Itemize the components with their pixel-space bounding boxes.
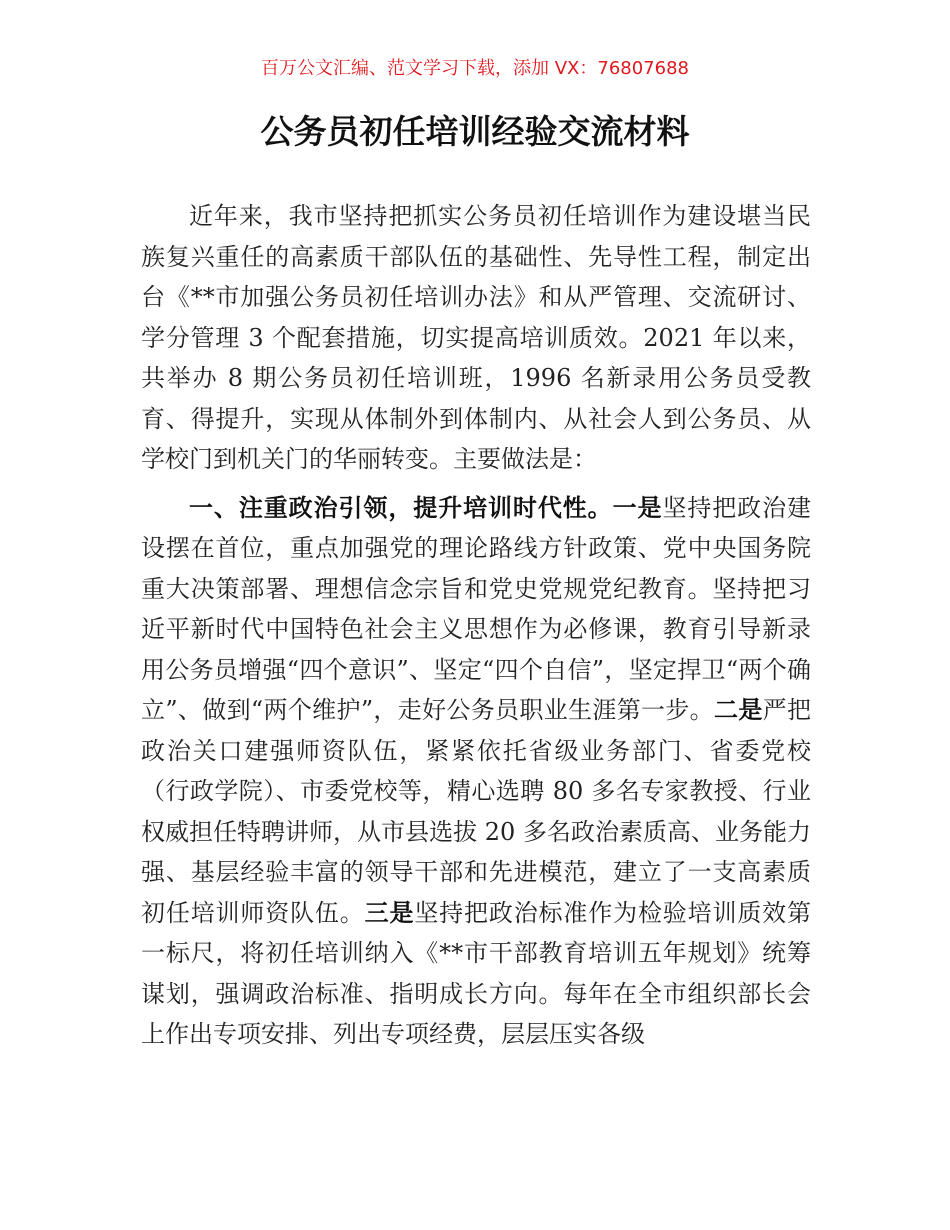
point-1-lead: 一是 — [612, 492, 663, 522]
header-watermark-note: 百万公文汇编、范文学习下载，添加 VX：76807688 — [261, 58, 689, 79]
point-2-lead: 二是 — [714, 695, 763, 724]
point-3-text: 坚持把政治标准作为检验培训质效第一标尺，将初任培训纳入《**市干部教育培训五年规划》统筹谋划，强调政治标准、指明成长方向。每年在全市组织部长会上作出专项安排、列出专项经费，层层压实各级 — [141, 898, 812, 1048]
point-2-text: 严把政治关口建强师资队伍，紧紧依托省级业务部门、省委党校（行政学院）、市委党校等，精心选聘 80 多名专家教授、行业权威担任特聘讲师，从市县选拔 20 多名政治素质高、业务能力强、基层经验丰富的领导干部和先进模范，建立了一支高素质初任培训师资队伍。 — [141, 696, 811, 927]
point-3-lead: 三是 — [364, 897, 415, 927]
document-title: 公务员初任培训经验交流材料 — [260, 112, 690, 151]
section-1-paragraph — [141, 488, 811, 1055]
section-1-heading: 一、注重政治引领，提升培训时代性。 — [189, 492, 613, 522]
point-1-text: 坚持把政治建设摆在首位，重点加强党的理论路线方针政策、党中央国务院重大决策部署、理想信念宗旨和党史党规党纪教育。坚持把习近平新时代中国特色社会主义思想作为必修课，教育引导新录用公务员增强“四个意识”、坚定“四个自信”，坚定捍卫“两个确立”、做到“两个维护”，走好公务员职业生涯第一步。 — [141, 493, 812, 724]
document-body — [141, 196, 811, 1055]
intro-paragraph: 近年来，我市坚持把抓实公务员初任培训作为建设堪当民族复兴重任的高素质干部队伍的基础性、先导性工程，制定出台《**市加强公务员初任培训办法》和从严管理、交流研讨、学分管理 3 个配套措施，切实提高培训质效。2021 年以来，共举办 8 期公务员初任培训班，1996 名新录用公务员受教育、得提升，实现从体制外到体制内、从社会人到公务员、从学校门到机关门的华丽转变。主要做法是： — [141, 202, 811, 473]
